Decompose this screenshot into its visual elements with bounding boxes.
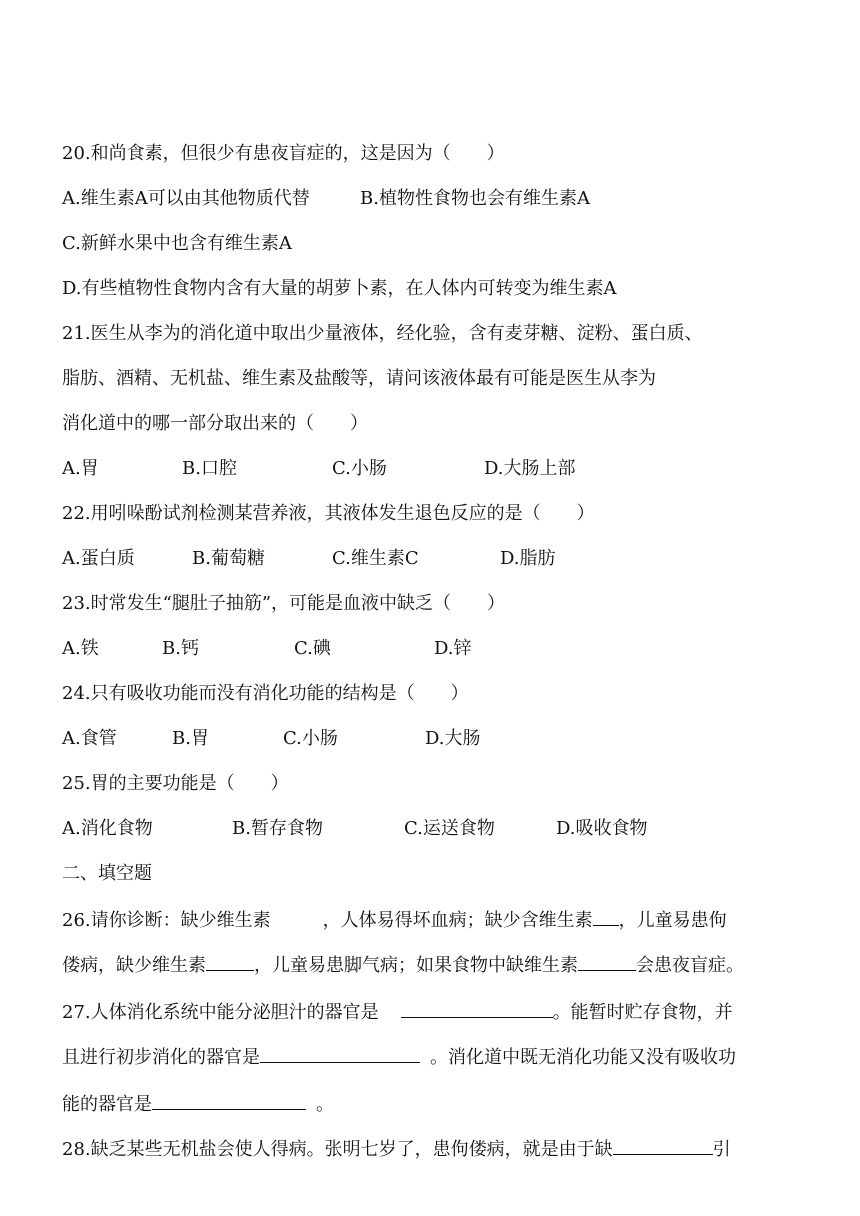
question-21-stem-line2: 脂肪、酒精、无机盐、维生素及盐酸等，请问该液体最有可能是医生从李为 [62,368,656,389]
question-27-text-5: 能的器官是 [62,1094,152,1115]
question-22-option-a: A.蛋白质 [62,548,135,569]
answer-blank[interactable] [271,909,323,926]
question-23-stem: 23.时常发生“腿肚子抽筋”，可能是血液中缺乏（ ） [62,593,506,614]
question-27-text-2: 。能暂时贮存食物，并 [552,1002,733,1023]
question-26-text-1: 26.请你诊断：缺少维生素 [62,910,271,931]
answer-blank[interactable] [401,1000,553,1018]
question-21-option-c: C.小肠 [332,458,387,479]
question-21-option-a: A.胃 [62,458,99,479]
question-22-option-d: D.脂肪 [500,548,556,569]
question-21-option-d: D.大肠上部 [484,458,576,479]
question-26-text-2: ，人体易得坏血病；缺少含维生素 [322,910,593,931]
question-20-option-b: B.植物性食物也会有维生素A [360,188,590,209]
question-26-line1 [62,908,727,930]
question-27-text-1: 27.人体消化系统中能分泌胆汁的器官是 [62,1002,379,1023]
question-25-stem: 25.胃的主要功能是（ ） [62,773,289,794]
question-22-option-c: C.维生素C [332,548,419,569]
question-27-text-4: 。消化道中既无消化功能又没有吸收功 [430,1047,736,1068]
answer-blank[interactable] [152,1092,306,1110]
answer-blank[interactable] [206,953,254,971]
question-23-option-d: D.锌 [434,638,472,659]
question-26-text-5: ，儿童易患脚气病；如果食物中缺维生素 [254,955,578,976]
question-26-text-3: ，儿童易患佝 [618,910,727,931]
answer-blank[interactable] [260,1045,420,1063]
question-24-option-d: D.大肠 [425,728,481,749]
question-22-stem: 22.用吲哚酚试剂检测某营养液，其液体发生退色反应的是（ ） [62,503,595,524]
question-27-text-6: 。 [316,1094,334,1115]
question-21-option-b: B.口腔 [182,458,237,479]
question-26-text-4: 偻病，缺少维生素 [62,955,206,976]
question-24-stem: 24.只有吸收功能而没有消化功能的结构是（ ） [62,683,469,704]
question-25-option-b: B.暂存食物 [232,818,323,839]
question-28-text-2: 引 [712,1139,731,1160]
question-24-option-a: A.食管 [62,728,117,749]
section-title-fill-in: 二、填空题 [62,863,152,884]
answer-blank[interactable] [578,953,636,971]
answer-blank[interactable] [613,1137,713,1155]
question-23-option-c: C.碘 [294,638,331,659]
question-26-line2 [62,953,744,975]
question-23-option-b: B.钙 [162,638,199,659]
question-27-line3 [62,1092,334,1114]
question-20-option-d: D.有些植物性食物内含有大量的胡萝卜素，在人体内可转变为维生素A [62,278,617,299]
question-25-option-a: A.消化食物 [62,818,153,839]
question-20-option-a: A.维生素A可以由其他物质代替 [62,188,310,209]
question-20-option-c: C.新鲜水果中也含有维生素A [62,233,292,254]
question-28-line1 [62,1137,731,1159]
question-27-line1 [62,1000,733,1022]
answer-blank[interactable] [593,908,619,926]
question-25-option-c: C.运送食物 [404,818,495,839]
question-26-text-6: 会患夜盲症。 [636,955,744,976]
question-27-line2 [62,1045,736,1067]
question-21-stem-line3: 消化道中的哪一部分取出来的（ ） [62,413,368,434]
question-23-option-a: A.铁 [62,638,99,659]
question-24-option-b: B.胃 [172,728,209,749]
question-24-option-c: C.小肠 [283,728,338,749]
question-22-option-b: B.葡萄糖 [192,548,265,569]
question-20-stem: 20.和尚食素，但很少有患夜盲症的，这是因为（ ） [62,143,505,164]
question-27-text-3: 且进行初步消化的器官是 [62,1047,260,1068]
question-28-text-1: 28.缺乏某些无机盐会使人得病。张明七岁了，患佝偻病，就是由于缺 [62,1139,613,1160]
question-25-option-d: D.吸收食物 [556,818,648,839]
question-21-stem-line1: 21.医生从李为的消化道中取出少量液体，经化验，含有麦芽糖、淀粉、蛋白质、 [62,323,703,344]
